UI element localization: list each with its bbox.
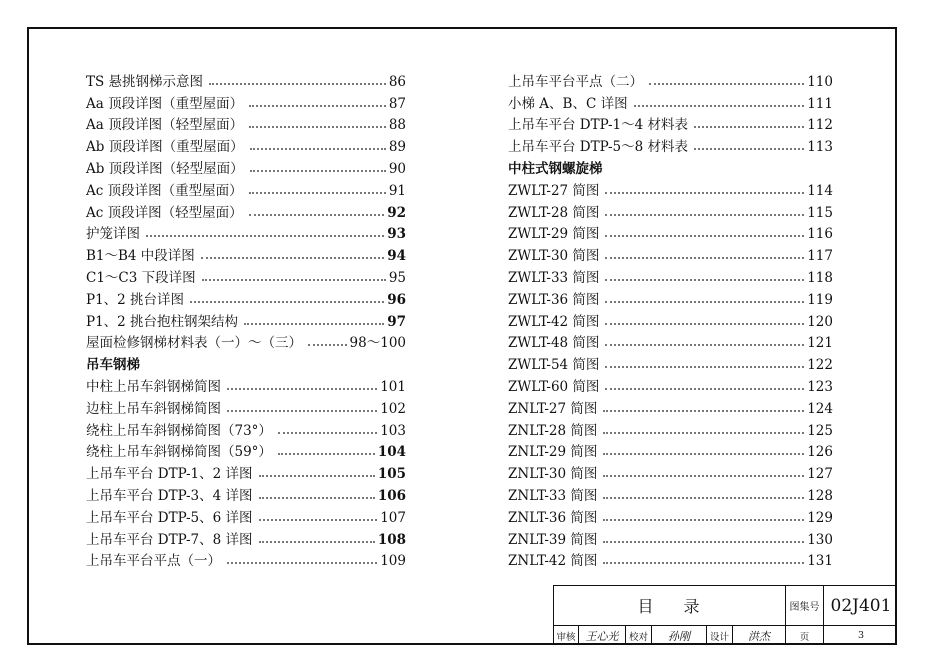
entry-page-number: 123 [807, 378, 833, 395]
entry-title: ZWLT-33 简图 [508, 269, 600, 286]
entry-title: ZNLT-39 简图 [508, 531, 598, 548]
toc-entry [508, 90, 833, 112]
dot-leader [278, 432, 377, 434]
entry-title: 边柱上吊车斜钢梯简图 [86, 400, 221, 417]
entry-title: 护笼详图 [86, 226, 140, 243]
entry-page-number: 126 [807, 444, 833, 461]
entry-title: Ac 顶段详图（轻型屋面） [86, 204, 243, 221]
dot-leader [227, 410, 377, 412]
title-block-sign-row [554, 626, 897, 645]
entry-page-number: 101 [380, 378, 406, 395]
dot-leader [259, 519, 378, 521]
dot-leader [201, 257, 384, 259]
design-signature: 洪杰 [732, 626, 785, 645]
entry-title: ZWLT-42 简图 [508, 313, 600, 330]
toc-entry [508, 133, 833, 155]
entry-page-number: 86 [388, 73, 406, 90]
entry-page-number: 95 [388, 269, 406, 286]
toc-entry [86, 417, 406, 439]
toc-section-heading [508, 155, 833, 177]
dot-leader [227, 562, 377, 564]
entry-page-number: 105 [377, 466, 406, 483]
toc-entry [508, 373, 833, 395]
design-label: 设计 [706, 626, 732, 645]
entry-title: B1～B4 中段详图 [86, 248, 195, 265]
entry-page-number: 111 [807, 95, 833, 112]
dot-leader [202, 279, 386, 281]
entry-title: 屋面检修钢梯材料表（一）～（三） [86, 335, 302, 352]
entry-title: Ab 顶段详图（轻型屋面） [86, 160, 244, 177]
entry-title: 中柱上吊车斜钢梯简图 [86, 378, 221, 395]
toc-entry [508, 417, 833, 439]
entry-title: ZWLT-28 简图 [508, 204, 600, 221]
toc-section-heading [86, 351, 406, 373]
entry-title: ZWLT-60 简图 [508, 378, 600, 395]
review-label: 审核 [556, 631, 576, 643]
toc-entry [86, 482, 406, 504]
toc-entry [508, 351, 833, 373]
dot-leader [603, 410, 804, 412]
toc-entry [508, 548, 833, 570]
entry-page-number: 115 [807, 204, 833, 221]
entry-title: 绕柱上吊车斜钢梯简图（73°） [86, 422, 272, 439]
entry-page-number: 128 [807, 487, 833, 504]
dot-leader [605, 257, 804, 259]
entry-title: ZWLT-29 简图 [508, 226, 600, 243]
entry-title: Ac 顶段详图（重型屋面） [86, 182, 243, 199]
dot-leader [649, 83, 804, 85]
dot-leader [603, 519, 804, 521]
entry-title: ZNLT-42 简图 [508, 553, 598, 570]
entry-page-number: 120 [807, 313, 833, 330]
entry-page-number: 112 [807, 117, 833, 134]
entry-page-number: 119 [807, 291, 833, 308]
dot-leader [605, 366, 804, 368]
title-block-main-row [554, 586, 897, 626]
dot-leader [250, 170, 386, 172]
entry-page-number: 102 [380, 400, 406, 417]
toc-right-column [508, 68, 833, 569]
toc-entry [508, 460, 833, 482]
page-number: 3 [823, 626, 898, 645]
entry-page-number: 109 [380, 553, 406, 570]
entry-page-number: 129 [807, 509, 833, 526]
entry-title: 上吊车平台 DTP-5、6 详图 [86, 509, 253, 526]
entry-page-number: 114 [807, 182, 833, 199]
entry-title: P1、2 挑台抱柱钢架结构 [86, 313, 239, 330]
dot-leader [146, 235, 384, 237]
toc-entry [86, 439, 406, 461]
dot-leader [259, 541, 375, 543]
entry-title: 上吊车平台 DTP-3、4 详图 [86, 487, 253, 504]
entry-title: 小梯 A、B、C 详图 [508, 95, 628, 112]
atlas-number: 02J401 [823, 586, 898, 625]
dot-leader [605, 301, 804, 303]
entry-page-number: 118 [807, 269, 833, 286]
toc-entry [86, 177, 406, 199]
entry-page-number: 104 [377, 444, 406, 461]
entry-title: ZWLT-30 简图 [508, 248, 600, 265]
page-label: 页 [785, 626, 823, 645]
dot-leader [603, 541, 804, 543]
toc-entry [508, 526, 833, 548]
dot-leader [244, 323, 384, 325]
entry-title: ZWLT-48 简图 [508, 335, 600, 352]
entry-page-number: 108 [377, 531, 406, 548]
toc-entry [508, 504, 833, 526]
review-signature: 王心光 [578, 626, 625, 645]
entry-page-number: 107 [380, 509, 406, 526]
entry-page-number: 113 [807, 139, 833, 156]
dot-leader [605, 279, 804, 281]
toc-entry [86, 199, 406, 221]
entry-page-number: 98～100 [349, 335, 406, 352]
entry-page-number: 92 [387, 204, 406, 221]
entry-page-number: 110 [807, 73, 833, 90]
toc-entry [86, 90, 406, 112]
dot-leader [249, 126, 386, 128]
entry-title: 绕柱上吊车斜钢梯简图（59°） [86, 444, 272, 461]
toc-entry [86, 286, 406, 308]
title-block [553, 585, 897, 645]
toc-entry [508, 112, 833, 134]
toc-entry [508, 439, 833, 461]
entry-page-number: 122 [807, 357, 833, 374]
dot-leader [694, 148, 804, 150]
toc-left-column [86, 68, 406, 569]
entry-page-number: 91 [388, 182, 406, 199]
check-signature: 孙刚 [651, 626, 706, 645]
entry-page-number: 106 [377, 487, 406, 504]
entry-title: ZNLT-28 简图 [508, 422, 598, 439]
toc-entry [86, 112, 406, 134]
toc-entry [508, 330, 833, 352]
entry-title: ZNLT-33 简图 [508, 487, 598, 504]
dot-leader [603, 475, 804, 477]
entry-page-number: 131 [807, 553, 833, 570]
dot-leader [603, 453, 804, 455]
dot-leader [190, 301, 384, 303]
toc-entry [508, 177, 833, 199]
entry-title: 上吊车平台 DTP-5～8 材料表 [508, 139, 688, 156]
dot-leader [209, 83, 386, 85]
toc-entry [508, 482, 833, 504]
toc-entry [508, 199, 833, 221]
toc-entry [86, 308, 406, 330]
entry-title: Aa 顶段详图（重型屋面） [86, 95, 244, 112]
entry-title: Ab 顶段详图（重型屋面） [86, 139, 244, 156]
check-label: 校对 [625, 626, 651, 645]
toc-entry [86, 460, 406, 482]
entry-page-number: 117 [807, 248, 833, 265]
toc-entry [508, 68, 833, 90]
toc-entry [86, 155, 406, 177]
dot-leader [605, 214, 804, 216]
toc-entry [86, 526, 406, 548]
title-block-title: 目录 [637, 597, 730, 616]
dot-leader [605, 192, 804, 194]
entry-page-number: 103 [380, 422, 406, 439]
entry-page-number: 90 [388, 160, 406, 177]
entry-title: Aa 顶段详图（轻型屋面） [86, 117, 244, 134]
toc-entry [508, 395, 833, 417]
entry-page-number: 87 [388, 95, 406, 112]
entry-page-number: 125 [807, 422, 833, 439]
entry-page-number: 89 [388, 139, 406, 156]
dot-leader [259, 497, 375, 499]
entry-title: ZWLT-36 简图 [508, 291, 600, 308]
toc-entry [86, 395, 406, 417]
entry-title: ZNLT-36 简图 [508, 509, 598, 526]
entry-page-number: 116 [807, 226, 833, 243]
dot-leader [249, 214, 385, 216]
toc-entry [86, 264, 406, 286]
toc-entry [86, 221, 406, 243]
entry-title: C1～C3 下段详图 [86, 269, 196, 286]
dot-leader [308, 344, 347, 346]
dot-leader [605, 388, 804, 390]
dot-leader [603, 432, 804, 434]
entry-title: ZNLT-30 简图 [508, 466, 598, 483]
entry-title: 上吊车平台 DTP-7、8 详图 [86, 531, 253, 548]
toc-entry [86, 242, 406, 264]
entry-page-number: 94 [387, 248, 406, 265]
toc-entry [508, 264, 833, 286]
entry-title: P1、2 挑台详图 [86, 291, 185, 308]
entry-page-number: 93 [387, 226, 406, 243]
entry-page-number: 121 [807, 335, 833, 352]
entry-page-number: 127 [807, 466, 833, 483]
toc-entry [508, 221, 833, 243]
entry-page-number: 97 [387, 313, 406, 330]
entry-page-number: 96 [387, 291, 406, 308]
entry-page-number: 130 [807, 531, 833, 548]
toc-entry [86, 504, 406, 526]
entry-title: ZWLT-54 简图 [508, 357, 600, 374]
dot-leader [605, 235, 804, 237]
toc-entry [86, 68, 406, 90]
entry-title: ZWLT-27 简图 [508, 182, 600, 199]
atlas-label: 图集号 [785, 586, 823, 625]
dot-leader [603, 562, 804, 564]
dot-leader [250, 148, 386, 150]
dot-leader [603, 497, 804, 499]
entry-title: 上吊车平台平点（一） [86, 553, 221, 570]
toc-entry [508, 242, 833, 264]
dot-leader [694, 126, 804, 128]
dot-leader [605, 344, 804, 346]
entry-page-number: 124 [807, 400, 833, 417]
dot-leader [278, 453, 375, 455]
section-title: 吊车钢梯 [86, 357, 140, 374]
entry-page-number: 88 [388, 117, 406, 134]
dot-leader [259, 475, 375, 477]
toc-entry [508, 308, 833, 330]
section-title: 中柱式钢螺旋梯 [508, 160, 603, 177]
toc-entry [86, 330, 406, 352]
entry-title: ZNLT-27 简图 [508, 400, 598, 417]
toc-entry [86, 548, 406, 570]
dot-leader [634, 105, 805, 107]
entry-title: TS 悬挑钢梯示意图 [86, 73, 204, 90]
entry-title: 上吊车平台 DTP-1、2 详图 [86, 466, 253, 483]
entry-title: ZNLT-29 简图 [508, 444, 598, 461]
entry-title: 上吊车平台平点（二） [508, 73, 643, 90]
toc-entry [508, 286, 833, 308]
dot-leader [249, 192, 386, 194]
dot-leader [249, 105, 386, 107]
dot-leader [227, 388, 377, 390]
dot-leader [605, 323, 804, 325]
toc-entry [86, 373, 406, 395]
entry-title: 上吊车平台 DTP-1～4 材料表 [508, 117, 688, 134]
toc-entry [86, 133, 406, 155]
